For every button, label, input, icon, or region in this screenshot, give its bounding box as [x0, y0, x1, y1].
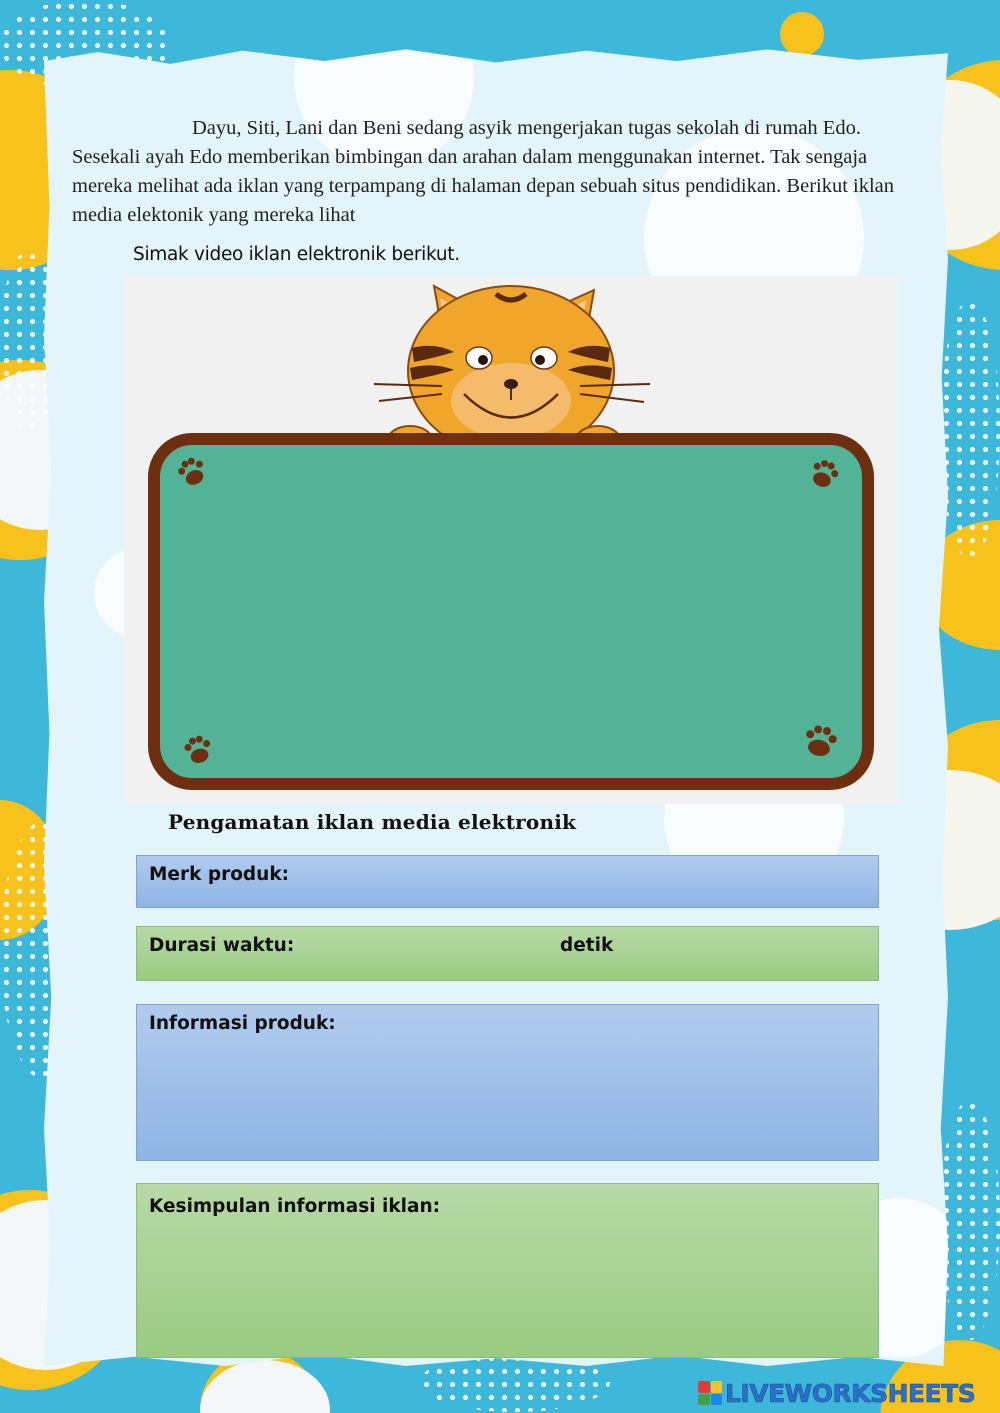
merk-produk-label: Merk produk:	[149, 864, 290, 885]
green-board	[154, 439, 868, 784]
kesimpulan-iklan-label: Kesimpulan informasi iklan:	[149, 1196, 441, 1217]
informasi-produk-field[interactable]	[136, 1004, 879, 1161]
dot-pattern	[940, 300, 1000, 560]
durasi-waktu-field[interactable]	[136, 926, 879, 981]
cat-holding-board-icon	[374, 286, 650, 456]
observation-title: Pengamatan iklan media elektronik	[168, 810, 577, 834]
kesimpulan-iklan-field[interactable]	[136, 1183, 879, 1358]
ad-video-panel[interactable]	[124, 276, 898, 804]
informasi-produk-label: Informasi produk:	[149, 1013, 336, 1034]
durasi-waktu-label: Durasi waktu:	[149, 935, 295, 956]
intro-paragraph: Dayu, Siti, Lani dan Beni sedang asyik mengerjakan tugas sekolah di rumah Edo. Sesekali ayah Edo memberikan bimbingan dan arahan dalam menggunakan internet. Tak sengaja mereka melihat ada iklan yang terpampang di halaman depan sebuah situs pendidikan. Berikut iklan media elektonik yang mereka lihat	[72, 117, 895, 226]
durasi-unit-label: detik	[560, 935, 614, 956]
brand-mark-icon	[698, 1381, 722, 1405]
yellow-circle	[780, 12, 824, 56]
liveworksheets-logo	[698, 1378, 975, 1408]
merk-produk-field[interactable]	[136, 855, 879, 908]
cat-board-illustration	[124, 276, 898, 804]
brand-text: LIVEWORKSHEETS	[725, 1378, 976, 1408]
instruction-text: Simak video iklan elektronik berikut.	[133, 244, 460, 265]
dot-pattern	[940, 1100, 1000, 1340]
